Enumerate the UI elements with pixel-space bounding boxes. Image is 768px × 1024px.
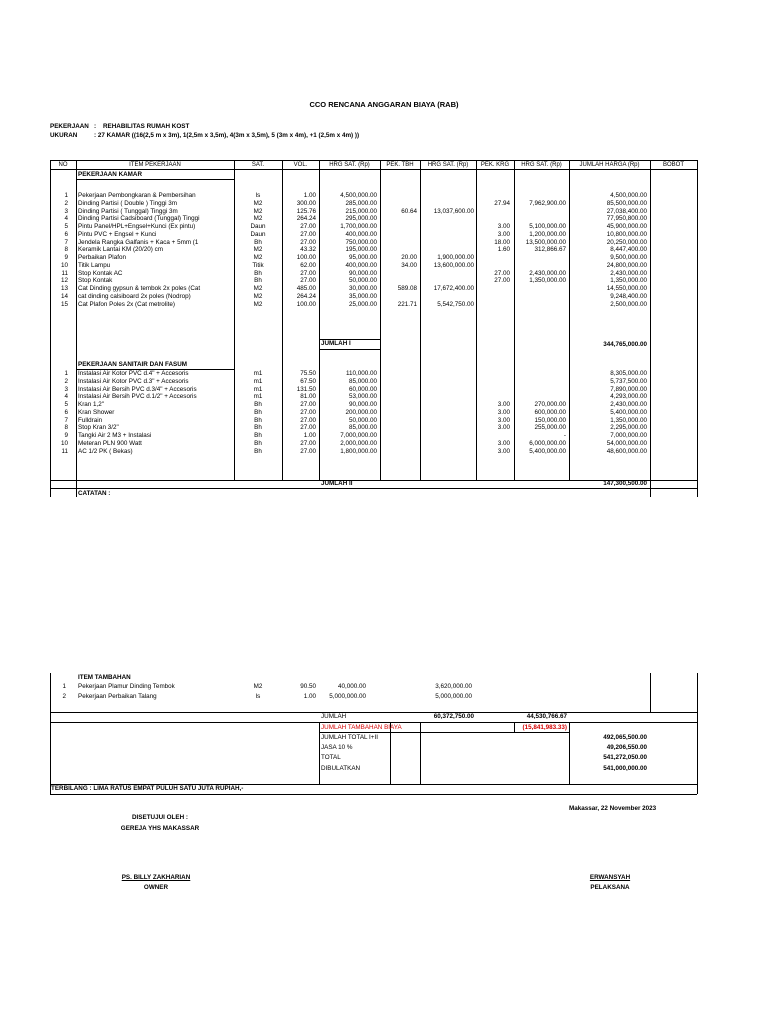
header-jumlah-harga: JUMLAH HARGA (Rp) [579,162,640,168]
row-hrg-tbh: 13,600,000.00 [433,261,474,269]
total-i-ii-value: 492,065,500.00 [603,734,647,741]
row-sat: M2 [253,300,263,308]
row-sat: Daun [250,223,266,230]
row-hrg-sat: 40,000.00 [337,683,366,690]
rounded-value: 541,000,000.00 [603,765,647,772]
row-sat: Titik [252,261,264,269]
row-hrg-sat: 215,000.00 [345,207,377,215]
row-hrg-tbh: 5,000,000.00 [435,692,472,700]
row-hrg-sat: 50,000.00 [348,277,377,285]
jumlah-ii-label: JUMLAH II [321,480,353,487]
row-vol: 131.50 [296,385,316,393]
row-item: Dinding Partisi ( Tunggal) Tinggi 3m [78,207,178,215]
row-vol: 1.00 [303,692,316,700]
row-sat: Bh [254,447,262,455]
row-jumlah: 77,950,800.00 [606,215,647,223]
row-jumlah: 54,000,000.00 [606,439,647,447]
place-date: Makassar, 22 November 2023 [569,805,657,812]
row-item: Dinding Partisi Cadsiboard (Tunggal) Tinggi [78,215,200,223]
row-hrg-sat: 50,000.00 [348,416,377,424]
row-pek-tbh: 221.71 [397,300,417,308]
row-vol: 27.00 [300,424,316,432]
row-jumlah: 4,293,000.00 [610,393,647,401]
header-sat: SAT. [251,162,265,168]
row-no: 15 [60,300,68,308]
tambahan-title: ITEM TAMBAHAN [78,674,131,681]
row-vol: 100.00 [296,300,316,308]
row-item: AC 1/2 PK ( Bekas) [78,447,133,455]
row-vol: 27.00 [300,439,316,447]
row-item: Cat Dinding gypsun & tembok 2x poles (Cat [78,285,201,292]
row-jumlah: 14,550,000.00 [606,285,647,292]
row-hrg-sat: 1,700,000.00 [340,223,377,230]
ukuran-value: : 27 KAMAR ((16(2,5 m x 3m), 1(2,5m x 3,5m), 4(3m x 3,5m), 5 (3m x 4m), +1 (2,5m x 4m) )) [94,132,360,139]
row-jumlah: 4,500,000.00 [610,192,647,199]
row-vol: 264.24 [296,292,316,300]
row-no: 10 [60,261,68,269]
row-item: Stop Kran 3/2" [78,424,119,432]
row-item: Perbaikan Plafon [78,254,126,261]
pekerjaan-label: PEKERJAAN [50,123,89,130]
row-item: Pekerjaan Plamur Dinding Tembok [78,683,175,690]
summary-jumlah-label: JUMLAH [321,713,347,720]
row-hrg-sat: 110,000.00 [345,370,377,377]
row-item: Cat Plafon Poles 2x (Cat metrolite) [78,300,175,308]
row-no: 7 [64,416,68,424]
row-jumlah: 1,350,000.00 [610,277,647,285]
row-pek-krg: 3.00 [497,401,510,408]
row-sat: M2 [253,683,263,690]
row-vol: 75.50 [300,370,316,377]
row-sat: ls [255,692,261,700]
row-item: Dinding Partisi ( Double ) Tinggi 3m [78,199,178,207]
tambahan-biaya-label: JUMLAH TAMBAHAN BIAYA [321,724,402,731]
row-hrg-krg: 255,000.00 [534,424,566,432]
row-pek-krg: 3.00 [497,447,510,455]
owner-role: OWNER [143,884,169,891]
row-sat: M2 [253,199,263,207]
row-hrg-sat: 35,000.00 [348,292,377,300]
row-sat: M2 [253,292,263,300]
header-pek-krg: PEK. KRG [480,162,510,168]
owner-name: PS. BILLY ZAKHARIAN [121,874,191,881]
row-hrg-sat: 30,000.00 [348,285,377,292]
row-hrg-tbh: 17,672,400.00 [433,285,474,292]
row-hrg-sat: 1,800,000.00 [340,447,377,455]
row-item: Instalasi Air Bersih PVC d.1/2" + Accesoris [78,393,197,401]
row-hrg-sat: 53,000.00 [348,393,377,401]
row-jumlah: 2,430,000.00 [610,269,647,277]
row-hrg-tbh: 1,900,000.00 [437,254,474,261]
row-vol: 43.32 [300,246,316,254]
row-jumlah: 9,500,000.00 [610,254,647,261]
header-item: ITEM PEKERJAAN [129,162,181,168]
row-jumlah: 10,800,000.00 [606,230,647,238]
pekerjaan-value: REHABILITAS RUMAH KOST [103,123,190,130]
row-no: 1 [62,683,66,690]
row-pek-krg: 3.00 [497,408,510,416]
summary-jumlah-krg: 44,530,766.67 [526,713,567,720]
jasa-label: JASA 10 % [321,744,353,751]
row-hrg-sat: 285,000.00 [345,199,377,207]
ukuran-label: UKURAN [50,132,78,139]
row-hrg-sat: 4,500,000.00 [340,192,377,199]
row-hrg-sat: 60,000.00 [348,385,377,393]
jasa-value: 49,206,550.00 [606,744,647,751]
row-sat: M2 [253,285,263,292]
exec-role: PELAKSANA [590,884,630,891]
row-item: Tangki Air 2 M3 + Instalasi [78,432,152,439]
row-vol: 27.00 [300,447,316,455]
row-vol: 90.50 [300,683,316,690]
approved-label: DISETUJUI OLEH : [132,814,188,821]
row-sat: Bh [254,432,262,439]
header-no: NO [58,162,68,168]
row-jumlah: 5,737,500.00 [610,377,647,385]
row-no: 4 [64,393,68,401]
row-pek-krg: 1.60 [497,246,510,254]
row-vol: 1.00 [303,192,316,199]
row-item: Kran Shower [78,408,115,416]
header-hrg-sat: HRG SAT. (Rp) [329,162,370,168]
row-no: 8 [64,246,68,254]
section-kamar-title: PEKERJAAN KAMAR [78,171,143,178]
row-vol: 27.00 [300,401,316,408]
summary-jumlah-tbh: 60,372,750.00 [433,713,474,720]
row-jumlah: 2,430,000.00 [610,401,647,408]
row-hrg-tbh: 13,037,600.00 [433,207,474,215]
row-hrg-krg: 2,430,000.00 [529,269,566,277]
row-hrg-sat: 295,000.00 [345,215,377,223]
row-item: Kran 1,2" [78,401,105,408]
row-pek-krg: 27.00 [494,277,510,285]
row-vol: 300.00 [296,199,316,207]
row-pek-krg: 3.00 [497,230,510,238]
catatan-label: CATATAN : [78,490,111,497]
row-no: 3 [64,385,68,393]
row-item: Instalasi Air Bersih PVC d.3/4" + Accesoris [78,385,197,393]
row-vol: 27.00 [300,223,316,230]
grand-total-label: TOTAL [321,754,341,761]
row-pek-krg: 3.00 [497,416,510,424]
row-hrg-krg: 5,400,000.00 [529,447,566,455]
row-hrg-sat: 195,000.00 [345,246,377,254]
row-pek-krg: 27.00 [494,269,510,277]
row-item: Pekerjaan Perbaikan Talang [78,692,157,700]
row-vol: 62.00 [300,261,316,269]
total-i-ii-label: JUMLAH TOTAL I+II [321,734,378,741]
row-no: 3 [64,207,68,215]
header-hrg-sat-krg: HRG SAT. (Rp) [521,162,562,168]
row-item: Instalasi Air Kotor PVC d.4" + Accesoris [78,370,189,377]
row-sat: m1 [253,393,263,401]
row-sat: Bh [254,408,262,416]
row-no: 5 [64,401,68,408]
row-jumlah: 2,500,000.00 [610,300,647,308]
row-no: 14 [60,292,68,300]
header-hrg-sat-tbh: HRG SAT. (Rp) [427,162,469,168]
row-item: Keramik Lantai KM (20/20) cm [78,246,164,254]
row-hrg-sat: 90,000.00 [348,269,377,277]
row-hrg-krg: 1,350,000.00 [529,277,566,285]
approved-org: GEREJA YHS MAKASSAR [120,825,200,832]
row-hrg-sat: 5,000,000.00 [329,692,366,700]
row-no: 1 [64,192,68,199]
row-hrg-sat: 85,000.00 [348,377,377,385]
row-hrg-krg: 6,000,000.00 [529,439,566,447]
row-jumlah: 24,800,000.00 [606,261,647,269]
row-hrg-sat: 25,000.00 [348,300,377,308]
row-sat: Bh [254,277,262,285]
grand-total-value: 541,272,050.00 [603,754,647,761]
row-jumlah: 45,900,000.00 [606,223,647,230]
row-jumlah: 8,447,400.00 [610,246,647,254]
row-vol: 67.50 [300,377,316,385]
row-no: 5 [64,223,68,230]
row-jumlah: 2,295,000.00 [610,424,647,432]
row-jumlah: 7,000,000.00 [610,432,647,439]
row-hrg-sat: 85,000.00 [348,424,377,432]
row-item: Pekerjaan Pembongkaran & Pembersihan [78,192,196,199]
row-item: Fulldrain [78,416,103,424]
row-jumlah: 48,600,000.00 [606,447,647,455]
row-item: Pintu PVC + Engsel + Kunci [78,230,157,238]
row-hrg-krg: 5,100,000.00 [529,223,566,230]
row-hrg-sat: 400,000.00 [345,261,377,269]
row-sat: M2 [253,246,263,254]
tambahan-biaya-value: (15,841,983.33) [522,724,567,731]
row-sat: m1 [253,385,263,393]
row-jumlah: 20,250,000.00 [606,238,647,246]
row-item: Instalasi Air Kotor PVC d.3" + Accesoris [78,377,189,385]
row-item: Jendela Rangka Galfanis + Kaca + 5mm (1 [78,238,199,246]
row-sat: M2 [253,207,263,215]
row-no: 7 [64,238,68,246]
row-vol: 125.76 [296,207,316,215]
row-sat: Bh [254,424,262,432]
row-pek-tbh: 20.00 [401,254,417,261]
row-sat: M2 [253,254,263,261]
row-sat: Bh [254,416,262,424]
row-no: 1 [64,370,68,377]
row-no: 8 [64,424,68,432]
row-hrg-sat: 400,000.00 [345,230,377,238]
row-hrg-sat: 200,000.00 [345,408,377,416]
row-sat: m1 [253,377,263,385]
row-hrg-krg: 1,200,000.00 [529,230,566,238]
row-hrg-krg: 7,962,900.00 [529,199,566,207]
row-sat: M2 [253,215,263,223]
document-title: CCO RENCANA ANGGARAN BIAYA (RAB) [309,100,459,109]
row-jumlah: 1,350,000.00 [610,416,647,424]
row-vol: 81.00 [300,393,316,401]
row-no: 12 [60,277,68,285]
row-item: Meteran PLN 900 Watt [78,439,142,447]
row-jumlah: 8,305,000.00 [610,370,647,377]
row-vol: 27.00 [300,277,316,285]
row-vol: 485.00 [296,285,316,292]
row-vol: 27.00 [300,230,316,238]
row-pek-krg: 3.00 [497,439,510,447]
row-vol: 27.00 [300,416,316,424]
row-no: 11 [61,269,68,277]
row-sat: m1 [253,370,263,377]
row-pek-krg: 18.00 [494,238,510,246]
row-pek-krg: 27.94 [494,199,510,207]
row-no: 2 [62,692,66,700]
row-hrg-tbh: 3,620,000.00 [435,683,472,690]
row-jumlah: 5,400,000.00 [610,408,647,416]
row-vol: 27.00 [300,269,316,277]
row-no: 10 [60,439,68,447]
terbilang-text: TERBILANG : LIMA RATUS EMPAT PULUH SATU JUTA RUPIAH,- [51,785,244,792]
row-hrg-sat: 7,000,000.00 [340,432,377,439]
row-pek-tbh: 60.64 [401,207,417,215]
row-pek-tbh: 34.00 [401,261,417,269]
row-hrg-krg: 13,500,000.00 [525,238,566,246]
row-no: 2 [64,199,68,207]
row-vol: 27.00 [300,238,316,246]
header-pek-tbh: PEK. TBH [386,162,414,168]
rounded-label: DIBULATKAN [321,765,361,772]
pekerjaan-sep: : [94,123,97,130]
row-hrg-krg: 150,000.00 [534,416,566,424]
row-item: Pintu Panel/HPL+Engsel+Kunci (Ex pintu) [78,223,196,230]
row-hrg-tbh: 5,542,750.00 [437,300,474,308]
row-jumlah: 85,500,000.00 [606,199,647,207]
row-vol: 1.00 [303,432,316,439]
row-item: Stop Kontak [78,277,113,285]
row-sat: Bh [254,439,262,447]
row-sat: ls [255,192,261,199]
row-no: 9 [64,432,68,439]
row-pek-krg: 3.00 [497,424,510,432]
row-sat: Bh [254,238,262,246]
row-pek-tbh: 589.08 [397,285,417,292]
row-no: 9 [64,254,68,261]
row-hrg-krg: 270,000.00 [534,401,566,408]
exec-name: ERWANSYAH [589,874,631,881]
row-no: 2 [64,377,68,385]
row-item: Stop Kontak AC [78,269,123,277]
row-jumlah: 7,890,000.00 [610,385,647,393]
jumlah-i-value: 344,765,000.00 [603,341,647,348]
row-pek-krg: 3.00 [497,223,510,230]
row-jumlah: 27,038,400.00 [606,207,647,215]
row-vol: 27.00 [300,408,316,416]
row-hrg-krg: 600,000.00 [534,408,566,416]
header-bobot: BOBOT [662,162,684,168]
row-no: 11 [61,447,68,455]
jumlah-ii-value: 147,300,500.00 [603,480,647,487]
jumlah-i-label: JUMLAH I [321,340,351,347]
row-vol: 264.24 [296,215,316,223]
row-hrg-krg: - [563,432,566,439]
row-no: 4 [64,215,68,223]
row-jumlah: 9,248,400.00 [610,292,647,300]
row-hrg-sat: 90,000.00 [348,401,377,408]
header-vol: VOL. [293,162,308,168]
row-no: 6 [64,408,68,416]
row-sat: Daun [250,230,266,238]
row-vol: 100.00 [296,254,316,261]
row-item: Titik Lampu [78,261,111,269]
row-hrg-krg: 312,866.67 [534,246,566,254]
row-no: 6 [64,230,68,238]
row-hrg-sat: 750,000.00 [345,238,377,246]
row-hrg-sat: 95,000.00 [348,254,377,261]
row-sat: Bh [254,269,262,277]
section-sanitair-title: PEKERJAAN SANITAIR DAN FASUM [78,361,188,368]
row-hrg-sat: 2,000,000.00 [340,439,377,447]
row-sat: Bh [254,401,262,408]
row-no: 13 [60,285,68,292]
row-item: cat dinding calsiboard 2x poles (Nodrop) [78,292,191,300]
